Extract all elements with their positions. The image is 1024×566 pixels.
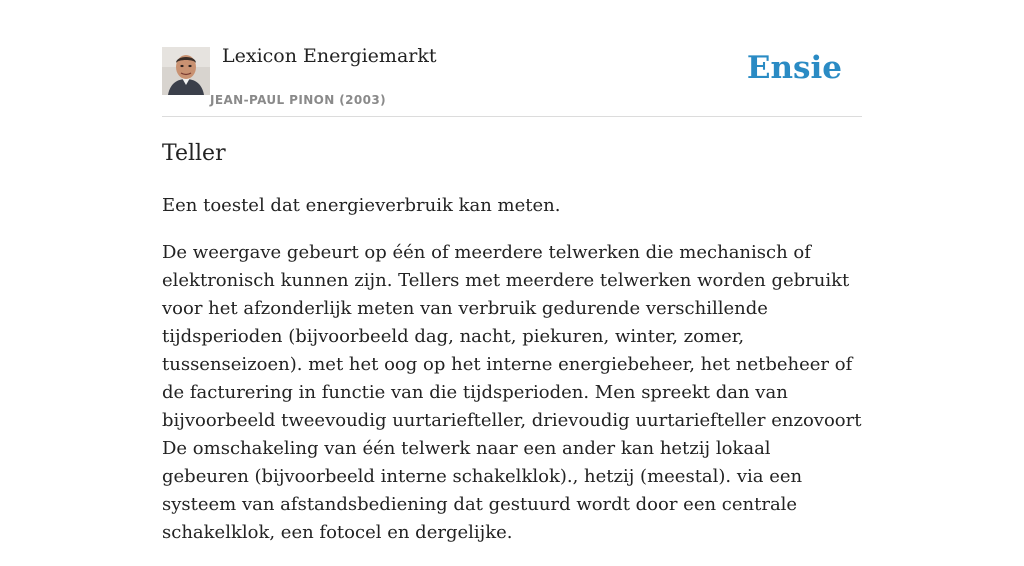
book-title[interactable]: Lexicon Energiemarkt [222,45,437,67]
entry-paragraph: De weergave gebeurt op één of meerdere telwerken die mechanisch of elektronisch kunnen zijn. Tellers met meerdere telwerken worden gebruikt voor het afzonderlijk meten van verbruik gedurende verschillende tijdsperioden (bijvoorbeeld dag, nacht, piekuren, winter, zomer, tussenseizoen). met het oog op het interne energiebeheer, het netbeheer of de facturering in functie van die tijdsperioden. Men spreekt dan van bijvoorbeeld tweevoudig uurtariefteller, drievoudig uurtariefteller enzovoort De omschakeling van één telwerk naar een ander kan hetzij lokaal gebeuren (bijvoorbeeld interne schakelklok)., hetzij (meestal). via een systeem van afstandsbediening dat gestuurd wordt door een centrale schakelklok, een fotocel en dergelijke. [162,242,862,543]
entry-title: Teller [162,141,226,166]
entry-paragraph: Een toestel dat energieverbruik kan meten. [162,195,561,216]
author-avatar[interactable] [162,47,210,95]
entry-content [162,138,862,566]
brand-logo[interactable]: Ensie [746,50,842,86]
author-name[interactable]: JEAN-PAUL PINON (2003) [210,93,387,107]
header [162,0,862,117]
author-portrait-icon [162,47,210,95]
